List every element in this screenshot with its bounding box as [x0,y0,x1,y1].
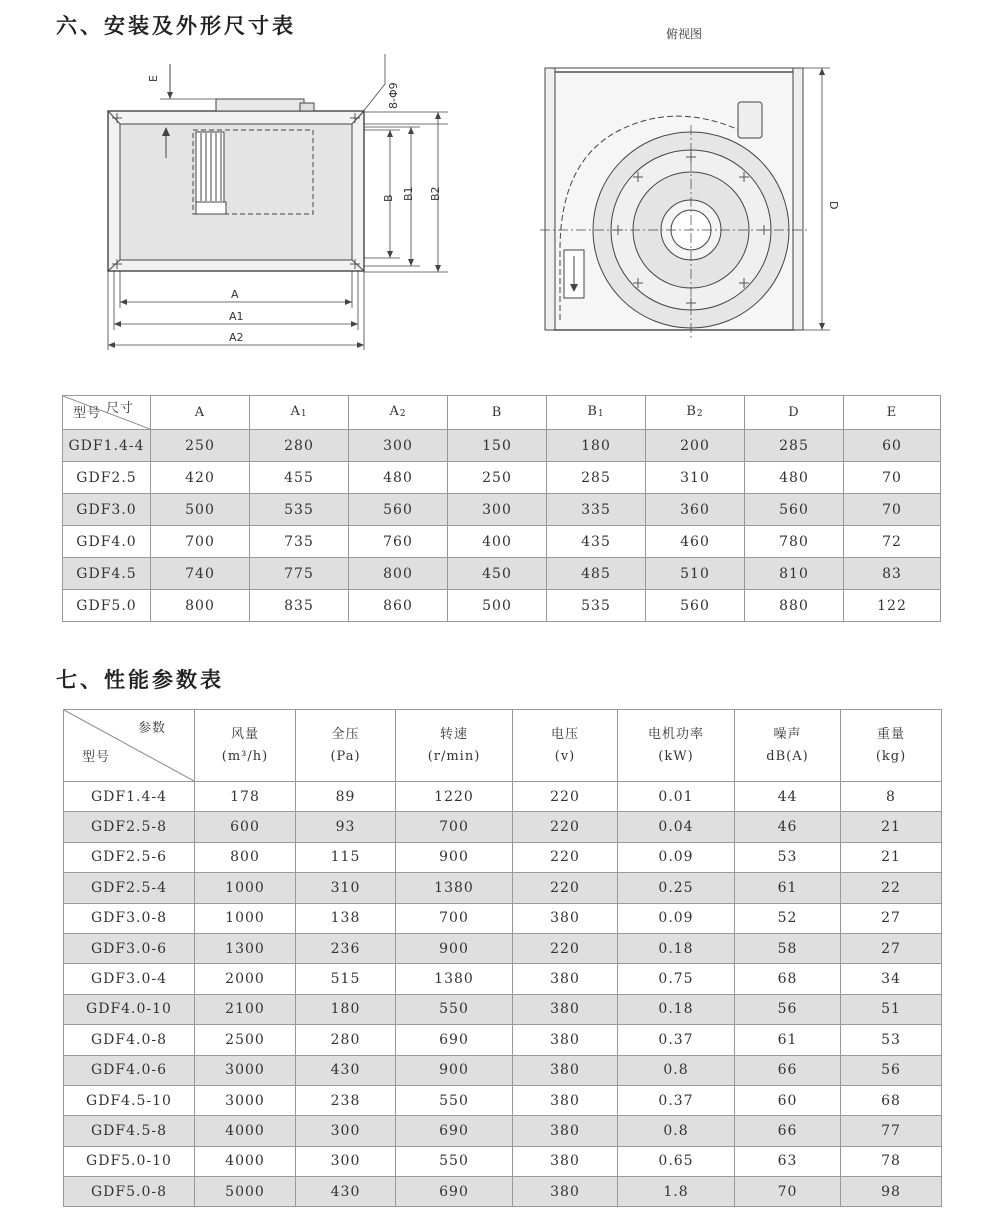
model-cell: GDF4.5-8 [64,1116,195,1146]
value-cell: 1000 [195,873,296,903]
value-cell: 44 [735,782,841,812]
value-cell: 70 [735,1177,841,1207]
value-cell: 400 [448,526,547,558]
table-row [63,494,941,526]
label-b2: B2 [429,186,442,201]
value-cell: 0.37 [618,1085,735,1115]
value-cell: 550 [396,1085,513,1115]
model-cell: GDF4.5 [63,558,151,590]
value-cell: 200 [646,430,745,462]
value-cell: 420 [151,462,250,494]
value-cell: 3000 [195,1055,296,1085]
header-cell: B2 [646,396,745,430]
value-cell: 480 [349,462,448,494]
table-row [63,590,941,622]
table-row [64,1085,942,1115]
model-cell: GDF4.0-6 [64,1055,195,1085]
value-cell: 1220 [396,782,513,812]
value-cell: 58 [735,933,841,963]
value-cell: 900 [396,842,513,872]
value-cell: 1380 [396,964,513,994]
value-cell: 700 [396,903,513,933]
value-cell: 500 [151,494,250,526]
performance-table-header [64,710,942,782]
value-cell: 435 [547,526,646,558]
value-cell: 68 [735,964,841,994]
model-cell: GDF3.0-4 [64,964,195,994]
model-cell: GDF4.0-10 [64,994,195,1024]
value-cell: 800 [195,842,296,872]
value-cell: 690 [396,1177,513,1207]
table-row [64,873,942,903]
table-row [64,964,942,994]
value-cell: 250 [151,430,250,462]
value-cell: 60 [735,1085,841,1115]
value-cell: 22 [841,873,942,903]
value-cell: 380 [513,1085,618,1115]
value-cell: 122 [844,590,941,622]
value-cell: 66 [735,1055,841,1085]
table-row [63,526,941,558]
value-cell: 0.8 [618,1055,735,1085]
value-cell: 98 [841,1177,942,1207]
value-cell: 380 [513,964,618,994]
section-heading-performance: 七、性能参数表 [56,668,224,692]
value-cell: 1000 [195,903,296,933]
header-cell: 噪声 dB(A) [735,710,841,782]
value-cell: 600 [195,812,296,842]
value-cell: 61 [735,873,841,903]
value-cell: 2100 [195,994,296,1024]
label-a: A [231,288,239,301]
value-cell: 66 [735,1116,841,1146]
label-holes: 8-Φ9 [387,82,400,109]
model-cell: GDF5.0 [63,590,151,622]
value-cell: 46 [735,812,841,842]
value-cell: 560 [745,494,844,526]
table-row [63,558,941,590]
model-cell: GDF5.0-10 [64,1146,195,1176]
value-cell: 78 [841,1146,942,1176]
label-d: D [827,201,840,210]
header-cell: A [151,396,250,430]
value-cell: 480 [745,462,844,494]
table-row [64,933,942,963]
section-heading-installation: 六、安装及外形尺寸表 [56,14,296,38]
value-cell: 180 [547,430,646,462]
value-cell: 56 [841,1055,942,1085]
model-cell: GDF4.5-10 [64,1085,195,1115]
value-cell: 550 [396,1146,513,1176]
value-cell: 380 [513,994,618,1024]
label-b1: B1 [402,186,415,201]
performance-table-corner [64,710,195,782]
value-cell: 150 [448,430,547,462]
value-cell: 52 [735,903,841,933]
value-cell: 285 [547,462,646,494]
value-cell: 61 [735,1025,841,1055]
value-cell: 690 [396,1025,513,1055]
value-cell: 460 [646,526,745,558]
value-cell: 5000 [195,1177,296,1207]
model-cell: GDF2.5-8 [64,812,195,842]
value-cell: 835 [250,590,349,622]
value-cell: 300 [296,1146,396,1176]
value-cell: 138 [296,903,396,933]
value-cell: 900 [396,1055,513,1085]
value-cell: 34 [841,964,942,994]
value-cell: 760 [349,526,448,558]
value-cell: 360 [646,494,745,526]
corner-label-size: 尺寸 [105,401,134,416]
value-cell: 335 [547,494,646,526]
value-cell: 535 [547,590,646,622]
value-cell: 0.37 [618,1025,735,1055]
value-cell: 1300 [195,933,296,963]
table-row [64,1177,942,1207]
value-cell: 775 [250,558,349,590]
value-cell: 3000 [195,1085,296,1115]
value-cell: 178 [195,782,296,812]
front-view [108,54,448,350]
value-cell: 310 [646,462,745,494]
header-cell: E [844,396,941,430]
table-row [63,430,941,462]
value-cell: 285 [745,430,844,462]
value-cell: 535 [250,494,349,526]
value-cell: 0.09 [618,842,735,872]
model-cell: GDF1.4-4 [64,782,195,812]
value-cell: 53 [841,1025,942,1055]
value-cell: 27 [841,903,942,933]
value-cell: 220 [513,812,618,842]
value-cell: 27 [841,933,942,963]
value-cell: 238 [296,1085,396,1115]
value-cell: 1380 [396,873,513,903]
model-cell: GDF2.5 [63,462,151,494]
value-cell: 560 [349,494,448,526]
value-cell: 21 [841,842,942,872]
value-cell: 89 [296,782,396,812]
header-cell: 电压 (v) [513,710,618,782]
value-cell: 0.75 [618,964,735,994]
table-row [64,812,942,842]
value-cell: 83 [844,558,941,590]
table-row [64,1146,942,1176]
table-row [64,994,942,1024]
table-row [64,782,942,812]
model-cell: GDF1.4-4 [63,430,151,462]
value-cell: 300 [296,1116,396,1146]
header-cell: A1 [250,396,349,430]
value-cell: 560 [646,590,745,622]
value-cell: 8 [841,782,942,812]
label-a2: A2 [229,331,244,344]
model-cell: GDF5.0-8 [64,1177,195,1207]
value-cell: 68 [841,1085,942,1115]
value-cell: 735 [250,526,349,558]
value-cell: 0.18 [618,933,735,963]
header-cell: 重量 (kg) [841,710,942,782]
value-cell: 690 [396,1116,513,1146]
value-cell: 2000 [195,964,296,994]
dimension-table-corner [63,396,151,430]
value-cell: 93 [296,812,396,842]
value-cell: 180 [296,994,396,1024]
corner-label-model: 型号 [73,406,102,421]
value-cell: 280 [250,430,349,462]
model-cell: GDF2.5-4 [64,873,195,903]
value-cell: 485 [547,558,646,590]
model-cell: GDF3.0-6 [64,933,195,963]
top-view-title: 俯视图 [666,27,703,41]
value-cell: 0.25 [618,873,735,903]
value-cell: 810 [745,558,844,590]
corner-label-model: 型号 [82,750,111,765]
value-cell: 300 [448,494,547,526]
value-cell: 77 [841,1116,942,1146]
value-cell: 1.8 [618,1177,735,1207]
value-cell: 310 [296,873,396,903]
value-cell: 220 [513,842,618,872]
value-cell: 72 [844,526,941,558]
value-cell: 430 [296,1055,396,1085]
value-cell: 380 [513,1177,618,1207]
value-cell: 515 [296,964,396,994]
header-cell: D [745,396,844,430]
value-cell: 4000 [195,1146,296,1176]
header-cell: 转速 (r/min) [396,710,513,782]
value-cell: 380 [513,1025,618,1055]
header-cell: 电机功率 (kW) [618,710,735,782]
value-cell: 2500 [195,1025,296,1055]
value-cell: 380 [513,903,618,933]
value-cell: 21 [841,812,942,842]
value-cell: 0.09 [618,903,735,933]
value-cell: 51 [841,994,942,1024]
value-cell: 53 [735,842,841,872]
model-cell: GDF3.0-8 [64,903,195,933]
value-cell: 450 [448,558,547,590]
value-cell: 4000 [195,1116,296,1146]
value-cell: 63 [735,1146,841,1176]
top-view [540,27,840,340]
header-cell: A2 [349,396,448,430]
value-cell: 380 [513,1055,618,1085]
value-cell: 550 [396,994,513,1024]
model-cell: GDF4.0 [63,526,151,558]
value-cell: 0.8 [618,1116,735,1146]
model-cell: GDF2.5-6 [64,842,195,872]
value-cell: 500 [448,590,547,622]
technical-drawing [0,0,1000,390]
value-cell: 455 [250,462,349,494]
label-e: E [147,75,160,82]
dimension-table-header [63,396,941,430]
value-cell: 70 [844,462,941,494]
value-cell: 220 [513,873,618,903]
value-cell: 250 [448,462,547,494]
label-a1: A1 [229,310,244,323]
value-cell: 780 [745,526,844,558]
value-cell: 380 [513,1146,618,1176]
value-cell: 900 [396,933,513,963]
dimension-table [62,395,941,622]
table-row [64,903,942,933]
header-cell: B [448,396,547,430]
value-cell: 860 [349,590,448,622]
performance-table [63,709,942,1207]
value-cell: 220 [513,933,618,963]
value-cell: 800 [151,590,250,622]
value-cell: 800 [349,558,448,590]
value-cell: 0.01 [618,782,735,812]
header-cell: 全压 (Pa) [296,710,396,782]
model-cell: GDF4.0-8 [64,1025,195,1055]
corner-label-param: 参数 [137,721,166,736]
value-cell: 220 [513,782,618,812]
table-row [64,1116,942,1146]
value-cell: 700 [151,526,250,558]
header-cell: B1 [547,396,646,430]
value-cell: 56 [735,994,841,1024]
value-cell: 510 [646,558,745,590]
value-cell: 0.65 [618,1146,735,1176]
table-row [64,1055,942,1085]
value-cell: 700 [396,812,513,842]
table-row [64,1025,942,1055]
model-cell: GDF3.0 [63,494,151,526]
value-cell: 740 [151,558,250,590]
value-cell: 880 [745,590,844,622]
value-cell: 280 [296,1025,396,1055]
label-b: B [382,194,395,202]
value-cell: 430 [296,1177,396,1207]
value-cell: 380 [513,1116,618,1146]
value-cell: 0.18 [618,994,735,1024]
table-row [63,462,941,494]
value-cell: 60 [844,430,941,462]
value-cell: 236 [296,933,396,963]
value-cell: 0.04 [618,812,735,842]
header-cell: 风量 (m³/h) [195,710,296,782]
value-cell: 70 [844,494,941,526]
table-row [64,842,942,872]
value-cell: 300 [349,430,448,462]
value-cell: 115 [296,842,396,872]
